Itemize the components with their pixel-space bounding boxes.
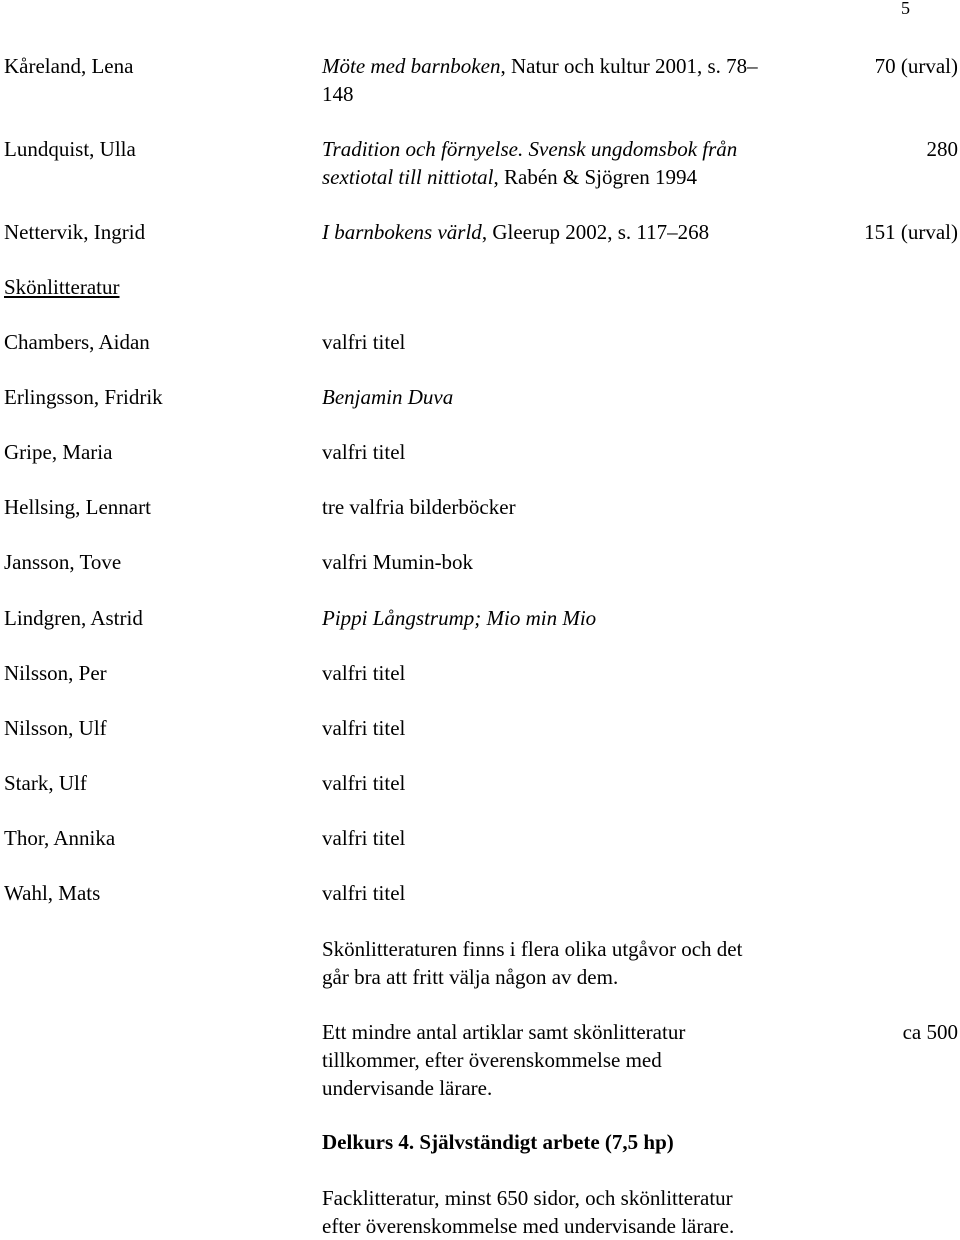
reference-title-italic: Tradition och förnyelse. Svensk ungdomsbok från [322, 137, 738, 161]
delkurs-heading: Delkurs 4. Självständigt arbete (7,5 hp) [322, 1130, 674, 1154]
reference-title-italic: I barnbokens värld [322, 220, 482, 244]
fiction-author: Stark, Ulf [4, 771, 87, 795]
note-line: tillkommer, efter överenskommelse med [322, 1048, 662, 1072]
final-line: Facklitteratur, minst 650 sidor, och skönlitteratur [322, 1186, 733, 1210]
fiction-title: valfri titel [322, 440, 406, 464]
reference-pages: 151 (urval) [864, 220, 958, 244]
note-line: går bra att fritt välja någon av dem. [322, 965, 619, 989]
fiction-title: Pippi Långstrump; Mio min Mio [322, 606, 597, 630]
fiction-title: valfri titel [322, 771, 406, 795]
fiction-title: valfri Mumin-bok [322, 550, 474, 574]
final-paragraph [322, 1184, 822, 1240]
fiction-author: Wahl, Mats [4, 881, 101, 905]
fiction-author: Thor, Annika [4, 826, 116, 850]
reference-title-rest: , Natur och kultur 2001, s. 78– [500, 54, 758, 78]
final-line: efter överenskommelse med undervisande lärare. [322, 1214, 735, 1238]
reference-title-line2-rest: , Rabén & Sjögren 1994 [493, 165, 698, 189]
section-heading: Skönlitteratur [4, 275, 120, 299]
reference-title-rest: , Gleerup 2002, s. 117–268 [481, 220, 710, 244]
reference-title [322, 135, 822, 191]
fiction-title: valfri titel [322, 716, 406, 740]
reference-title-line2: 148 [322, 82, 354, 106]
fiction-title: tre valfria bilderböcker [322, 495, 516, 519]
fiction-author: Nilsson, Ulf [4, 716, 107, 740]
reference-title [322, 218, 822, 246]
fiction-author: Lindgren, Astrid [4, 606, 143, 630]
reference-author: Lundquist, Ulla [4, 137, 136, 161]
fiction-title: Benjamin Duva [322, 385, 454, 409]
reference-author: Nettervik, Ingrid [4, 220, 146, 244]
note-line: undervisande lärare. [322, 1076, 493, 1100]
fiction-title: valfri titel [322, 330, 406, 354]
fiction-title: valfri titel [322, 881, 406, 905]
reference-author: Kåreland, Lena [4, 54, 134, 78]
page-number: 5 [901, 0, 910, 18]
fiction-author: Chambers, Aidan [4, 330, 150, 354]
fiction-author: Hellsing, Lennart [4, 495, 151, 519]
note-line: Ett mindre antal artiklar samt skönlitteratur [322, 1020, 686, 1044]
note-articles [322, 1018, 822, 1102]
reference-pages: 280 [926, 137, 958, 161]
note-line: Skönlitteraturen finns i flera olika utgåvor och det [322, 937, 743, 961]
fiction-author: Erlingsson, Fridrik [4, 385, 163, 409]
reference-title [322, 52, 822, 108]
note-pages: ca 500 [902, 1020, 958, 1044]
fiction-title: valfri titel [322, 661, 406, 685]
fiction-author: Gripe, Maria [4, 440, 113, 464]
reference-title-line2-italic: sextiotal till nittiotal [322, 165, 494, 189]
fiction-author: Nilsson, Per [4, 661, 107, 685]
reference-pages: 70 (urval) [874, 54, 958, 78]
reference-title-italic: Möte med barnboken [322, 54, 501, 78]
fiction-title: valfri titel [322, 826, 406, 850]
note-editions [322, 935, 822, 991]
fiction-author: Jansson, Tove [4, 550, 122, 574]
